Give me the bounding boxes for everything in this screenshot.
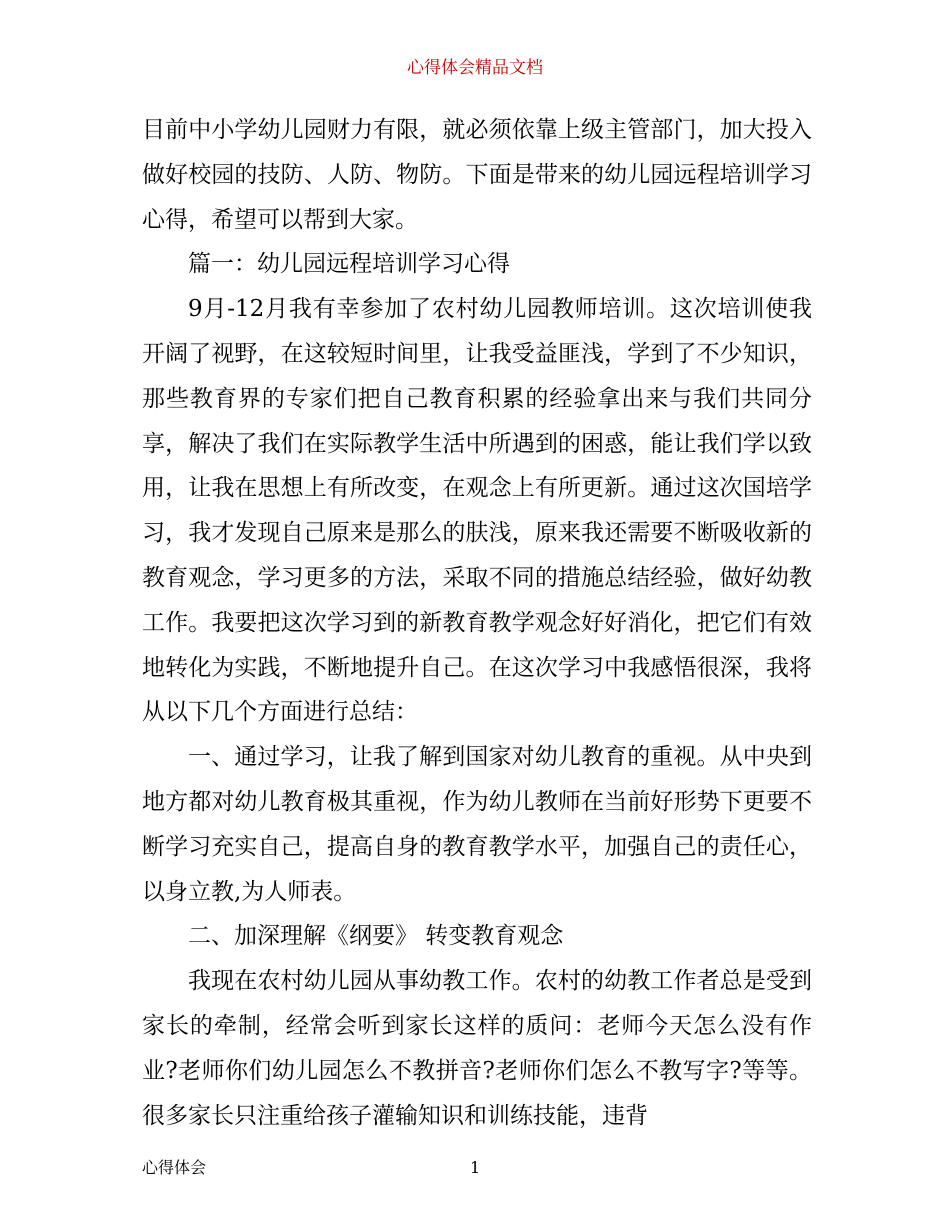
section-heading-part-one: 篇一：幼儿园远程培训学习心得	[188, 251, 510, 278]
paragraph-training-experience: 9月-12月我有幸参加了农村幼儿园教师培训。这次培训使我开阔了视野，在这较短时间里，让我受益匪浅，学到了不少知识，那些教育界的专家们把自己教育积累的经验拿出来与我们共同分享，解决了我们在实际教学生活中所遇到的困惑，能让我们学以致用，让我在思想上有所改变，在观念上有所更新。通过这次国培学习，我才发现自己原来是那么的肤浅，原来我还需要不断吸收新的教育观念，学习更多的方法，采取不同的措施总结经验，做好幼教工作。我要把这次学习到的新教育教学观念好好消化，把它们有效地转化为实践，不断地提升自己。在这次学习中我感悟很深，我将从以下几个方面进行总结：	[142, 296, 812, 726]
paragraph-intro: 目前中小学幼儿园财力有限，就必须依靠上级主管部门，加大投入做好校园的技防、人防、物防。下面是带来的幼儿园远程培训学习心得，希望可以帮到大家。	[142, 117, 812, 233]
paragraph-rural-kindergarten: 我现在农村幼儿园从事幼教工作。农村的幼教工作者总是受到家长的牵制，经常会听到家长这样的质问：老师今天怎么没有作业?老师你们幼儿园怎么不教拼音?老师你们怎么不教写字?等等。很多家长只注重给孩子灌输知识和训练技能，违背	[142, 968, 812, 1129]
page-footer	[142, 1156, 812, 1180]
section-heading-point-two: 二、加深理解《纲要》 转变教育观念	[188, 923, 564, 950]
paragraph-point-one: 一、通过学习，让我了解到国家对幼儿教育的重视。从中央到地方都对幼儿教育极其重视，作为幼儿教师在当前好形势下更要不断学习充实自己，提高自身的教育教学水平，加强自己的责任心，以身立教,为人师表。	[142, 744, 812, 905]
page-number: 1	[470, 1158, 481, 1177]
footer-label: 心得体会	[142, 1158, 207, 1177]
page-header-title: 心得体会精品文档	[407, 58, 543, 78]
document-body	[142, 108, 812, 1138]
